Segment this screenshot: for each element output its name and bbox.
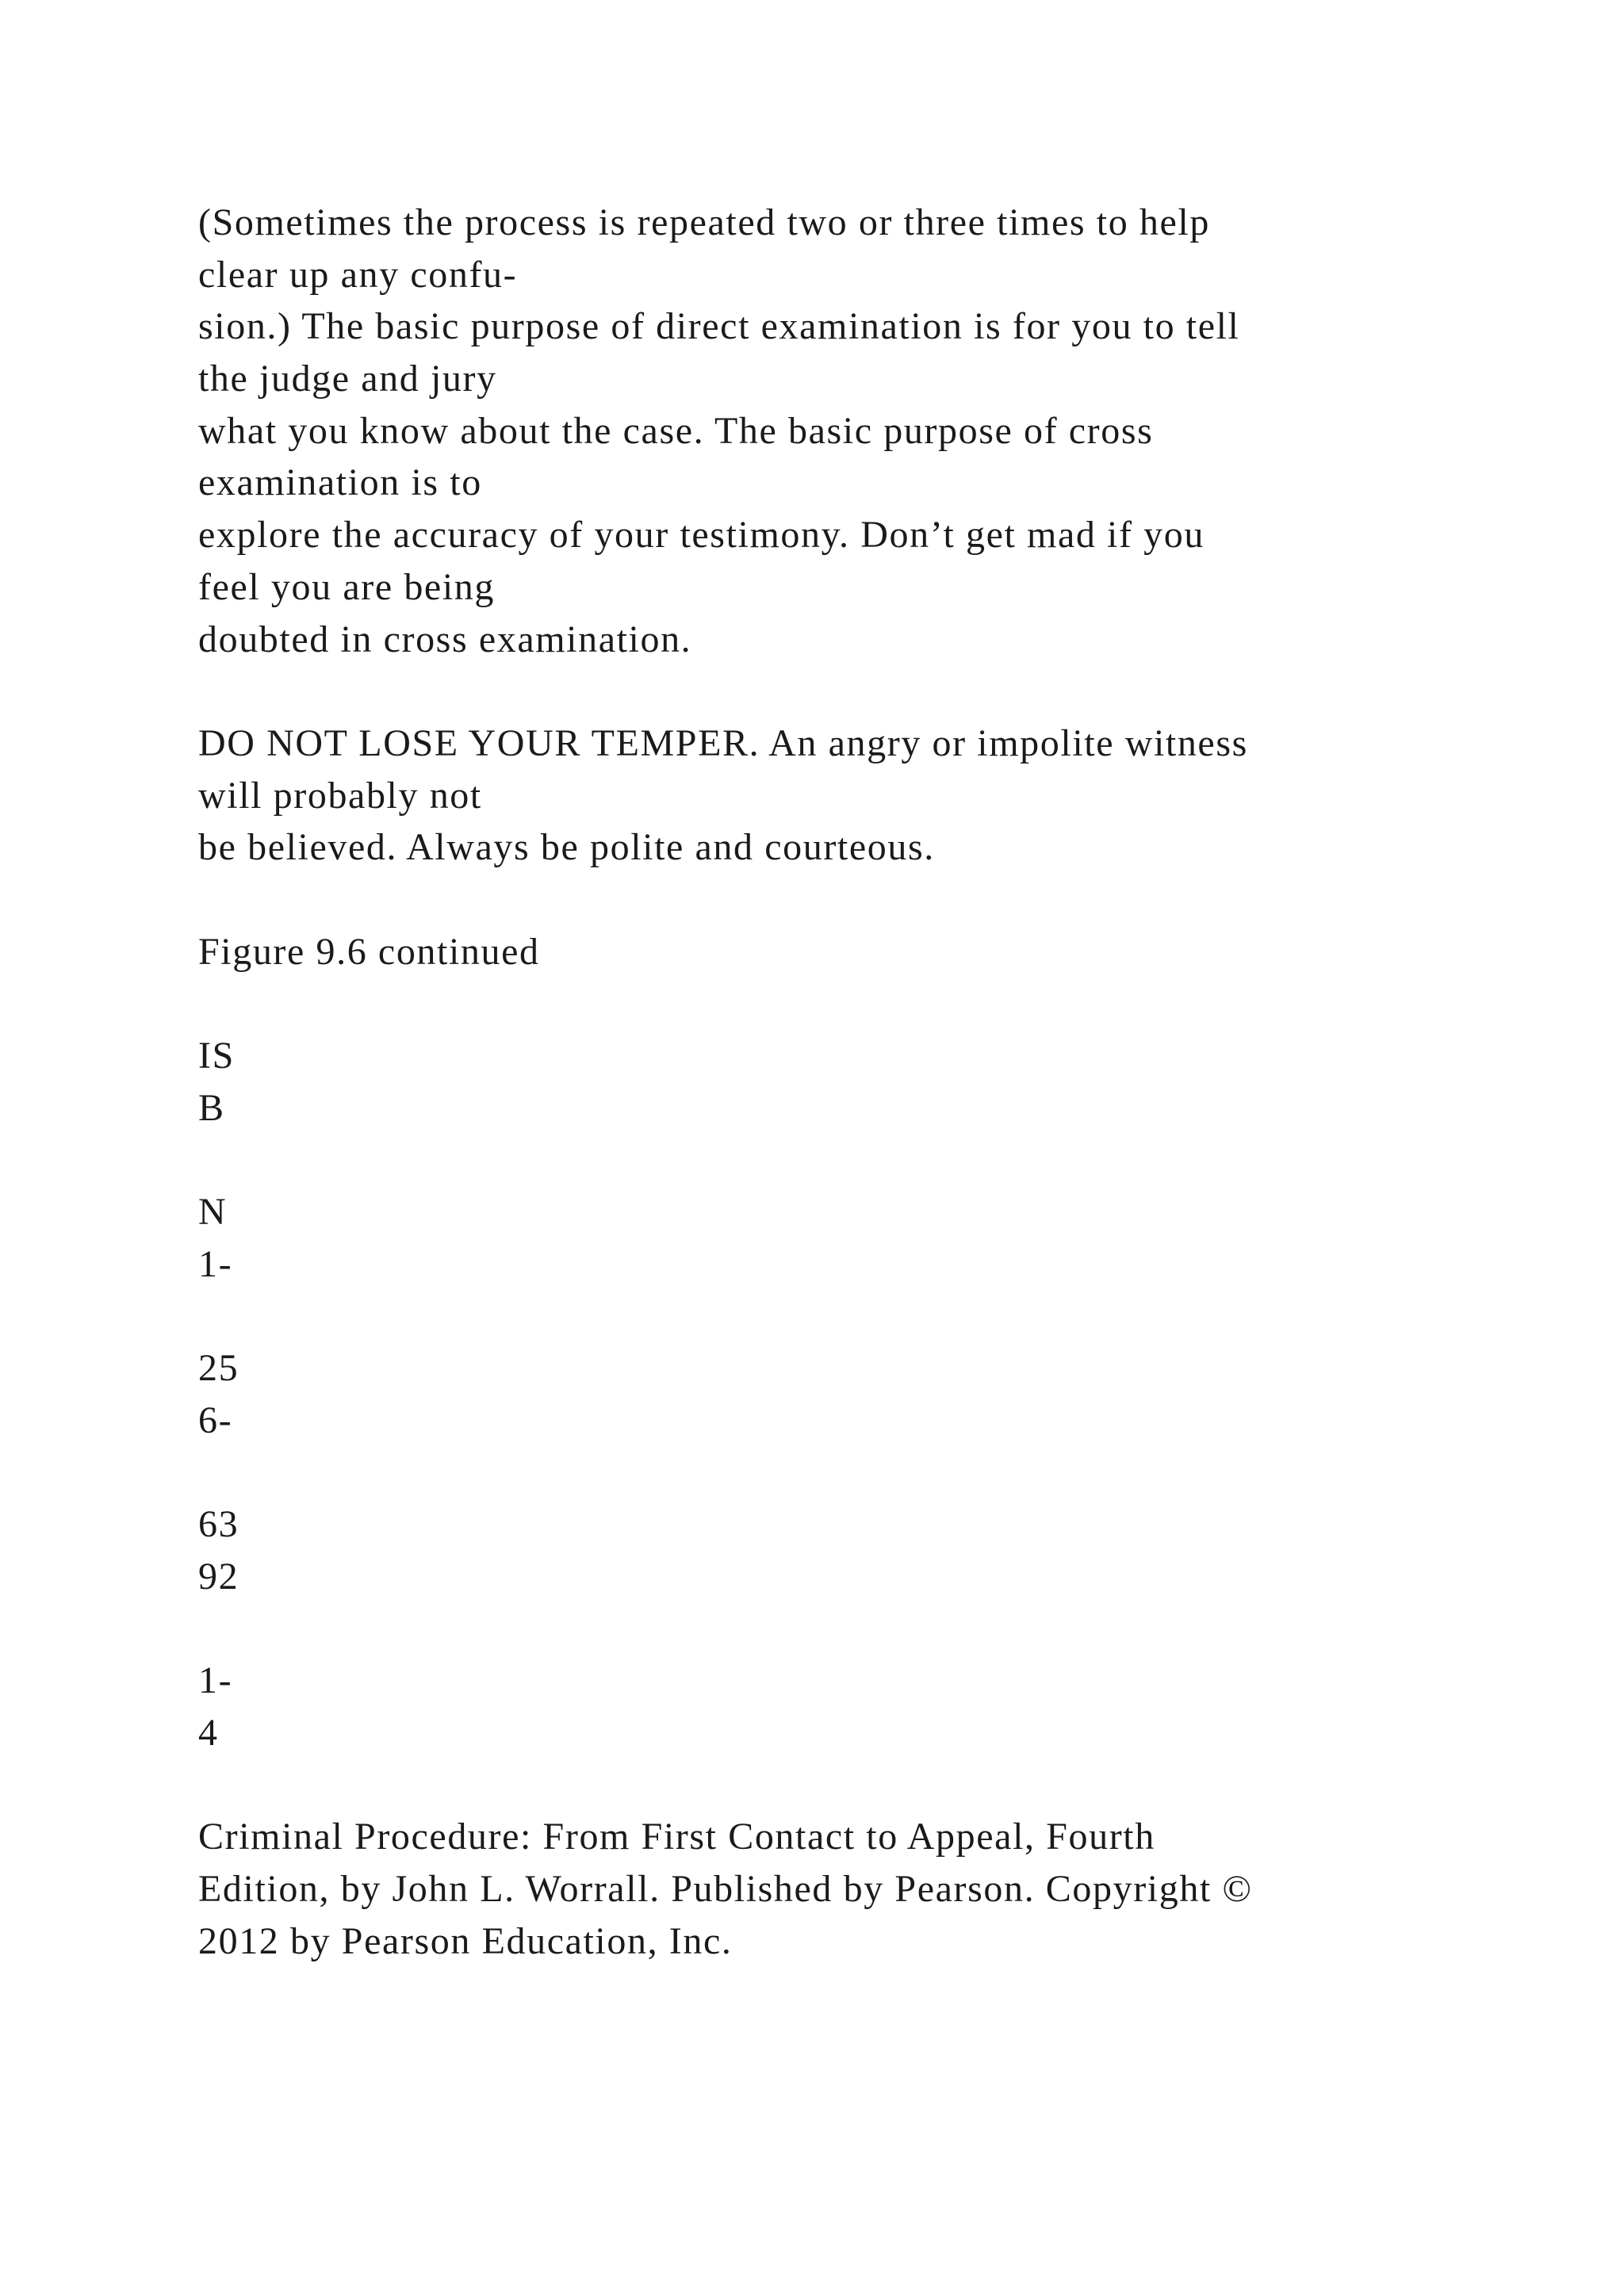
text-line: sion.) The basic purpose of direct examination is for you to tell	[198, 305, 1240, 348]
isbn-fragment: 1-	[198, 1242, 233, 1285]
blank-line	[198, 1290, 1507, 1342]
isbn-fragment: 1-	[198, 1659, 233, 1702]
text-line: feel you are being	[198, 565, 495, 608]
isbn-fragment: 63	[198, 1503, 239, 1546]
blank-line	[198, 1447, 1507, 1499]
copyright-line: 2012 by Pearson Education, Inc.	[198, 1919, 733, 1962]
isbn-fragment: 4	[198, 1711, 219, 1754]
text-line: what you know about the case. The basic purpose of cross	[198, 409, 1154, 452]
text-line: the judge and jury	[198, 358, 497, 400]
blank-line	[198, 1134, 1507, 1186]
copyright-line: Criminal Procedure: From First Contact to Appeal, Fourth	[198, 1816, 1155, 1858]
text-line: clear up any confu-	[198, 253, 518, 296]
blank-line	[198, 1759, 1507, 1812]
isbn-fragment: 25	[198, 1347, 239, 1390]
blank-line	[198, 874, 1507, 926]
isbn-fragment: 92	[198, 1555, 239, 1598]
copyright-line: Edition, by John L. Worrall. Published by Pearson. Copyright ©	[198, 1868, 1253, 1910]
blank-line	[198, 665, 1507, 718]
text-line: examination is to	[198, 461, 482, 504]
isbn-fragment: IS	[198, 1035, 235, 1077]
text-line: explore the accuracy of your testimony. Don’t get mad if you	[198, 514, 1205, 557]
isbn-fragment: N	[198, 1191, 228, 1234]
warning-line: DO NOT LOSE YOUR TEMPER. An angry or impolite witness	[198, 721, 1248, 764]
document-text	[198, 197, 1507, 1967]
text-line: doubted in cross examination.	[198, 618, 692, 660]
isbn-fragment: 6-	[198, 1399, 233, 1441]
blank-line	[198, 978, 1507, 1030]
figure-caption: Figure 9.6 continued	[198, 930, 540, 973]
text-line: (Sometimes the process is repeated two or three times to help	[198, 201, 1210, 243]
text-line: will probably not	[198, 774, 482, 817]
blank-line	[198, 1603, 1507, 1655]
text-line: be believed. Always be polite and courteous.	[198, 826, 935, 869]
isbn-fragment: B	[198, 1086, 225, 1129]
